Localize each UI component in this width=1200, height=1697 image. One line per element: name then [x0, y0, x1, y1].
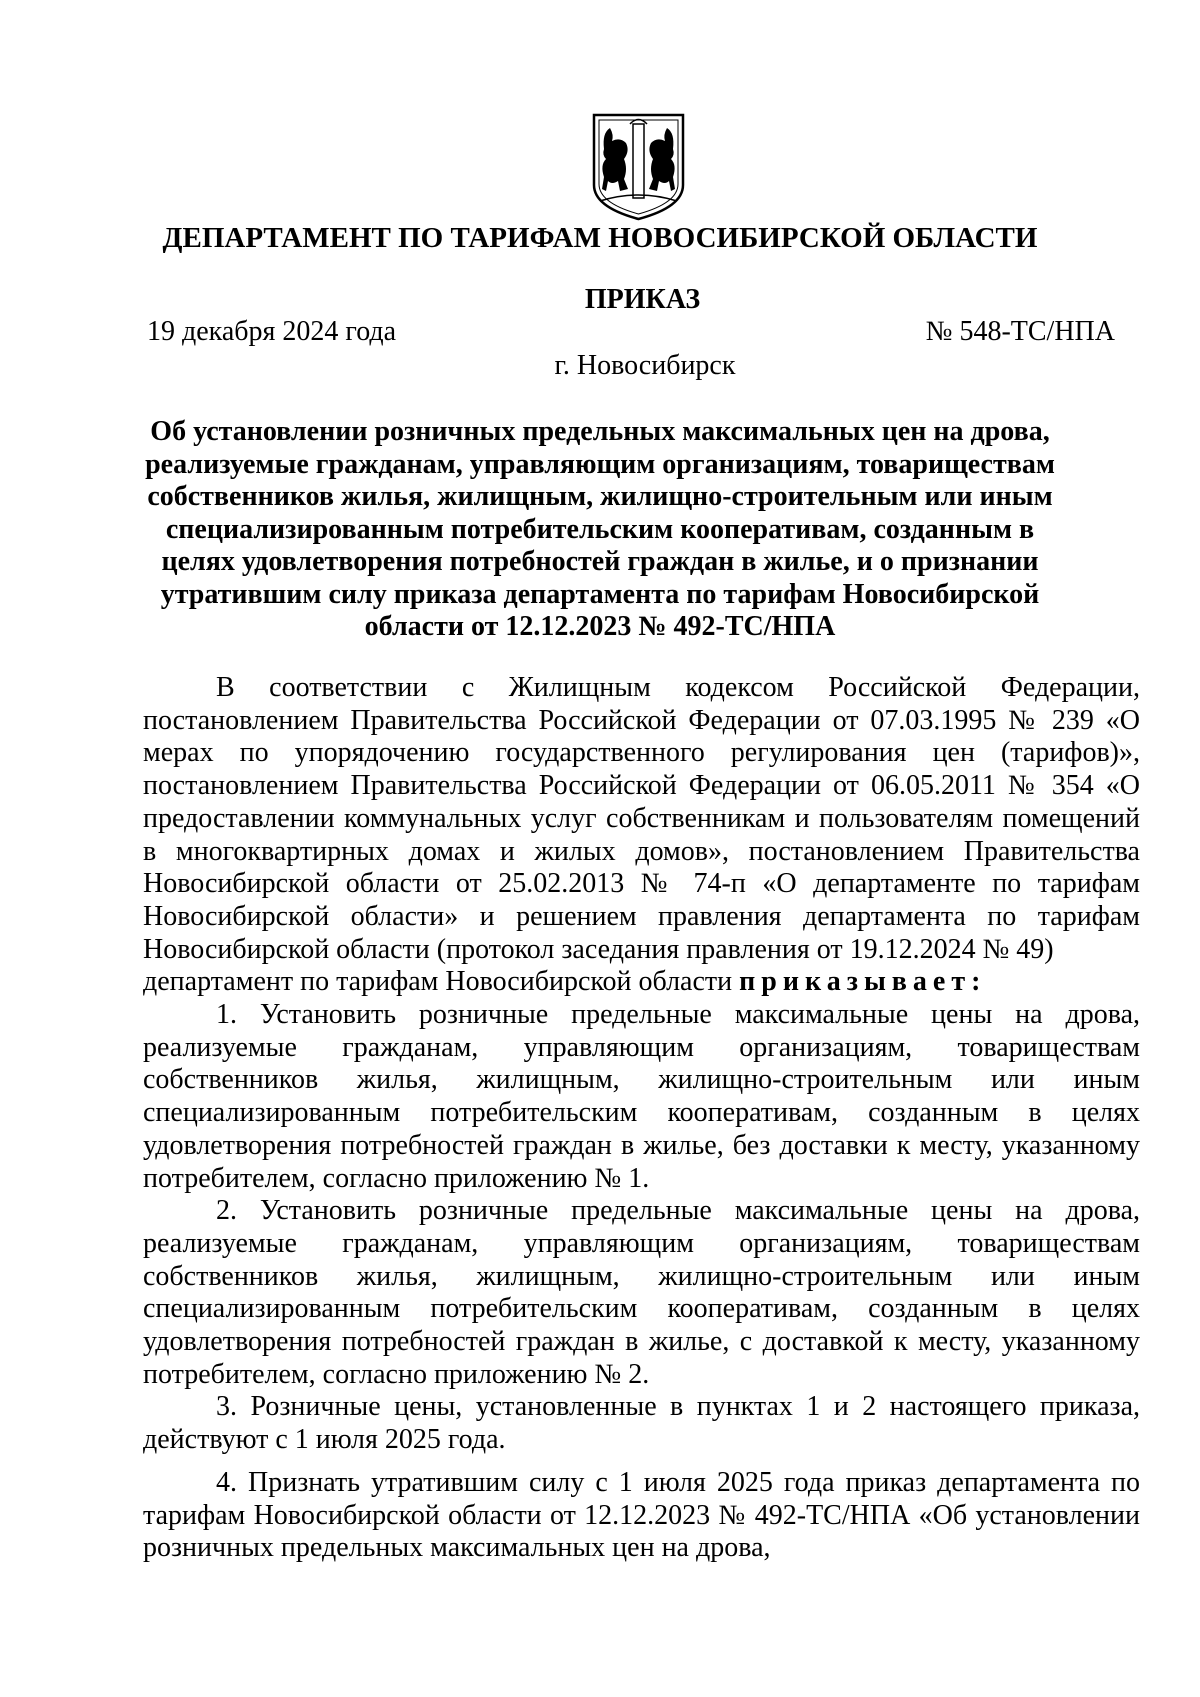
item-2-paragraph: 2. Установить розничные предельные максимальные цены на дрова, реализуемые гражданам, управляющим организациям, товариществам собственников жилья, жилищным, жилищно-строительным или иным специализированным потребительским кооперативам, созданным в целях удовлетворения потребностей граждан в жилье, с доставкой к месту, указанному потребителем, согласно приложению № 2.: [143, 1195, 1140, 1390]
order-number: № 548-ТС/НПА: [925, 316, 1115, 347]
decree-lead: департамент по тарифам Новосибирской области: [143, 966, 733, 998]
order-date: 19 декабря 2024 года: [147, 316, 397, 347]
item-1-paragraph: 1. Установить розничные предельные максимальные цены на дрова, реализуемые гражданам, управляющим организациям, товариществам собственников жилья, жилищным, жилищно-строительным или иным специализированным потребительским кооперативам, созданным в целях удовлетворения потребностей граждан в жилье, без доставки к месту, указанному потребителем, согласно приложению № 1.: [143, 999, 1140, 1194]
decree-word: приказывает:: [739, 966, 987, 998]
document-title: Об установлении розничных предельных максимальных цен на дрова, реализуемые гражданам, управляющим организациям, товариществам собственников жилья, жилищным, жилищно-строительным или иным специализированным потребительским кооперативам, созданным в целях удовлетворения потребностей граждан в жилье, и о признании утратившим силу приказа департамента по тарифам Новосибирской области от 12.12.2023 № 492-ТС/НПА: [145, 416, 1055, 642]
coat-of-arms-icon: [590, 111, 687, 223]
document-type: ПРИКАЗ: [584, 284, 701, 315]
item-4-paragraph: 4. Признать утратившим силу с 1 июля 2025 года приказ департамента по тарифам Новосибирской области от 12.12.2023 № 492-ТС/НПА «Об установлении розничных предельных максимальных цен на дрова,: [143, 1466, 1140, 1564]
decree-line: [143, 966, 1140, 999]
item-3-paragraph: 3. Розничные цены, установленные в пунктах 1 и 2 настоящего приказа, действуют с 1 июля 2025 года.: [143, 1391, 1140, 1456]
document-body: [143, 672, 1140, 1565]
preamble-paragraph: В соответствии с Жилищным кодексом Российской Федерации, постановлением Правительства Российской Федерации от 07.03.1995 № 239 «О мерах по упорядочению государственного регулирования цен (тарифов)», постановлением Правительства Российской Федерации от 06.05.2011 № 354 «О предоставлении коммунальных услуг собственникам и пользователям помещений в многоквартирных домах и жилых домов», постановлением Правительства Новосибирской области от 25.02.2013 № 74-п «О департаменте по тарифам Новосибирской области» и решением правления департамента по тарифам Новосибирской области (протокол заседания правления от 19.12.2024 № 49): [143, 672, 1140, 965]
department-name: ДЕПАРТАМЕНТ ПО ТАРИФАМ НОВОСИБИРСКОЙ ОБЛАСТИ: [162, 222, 1038, 254]
order-city: г. Новосибирск: [554, 350, 736, 381]
